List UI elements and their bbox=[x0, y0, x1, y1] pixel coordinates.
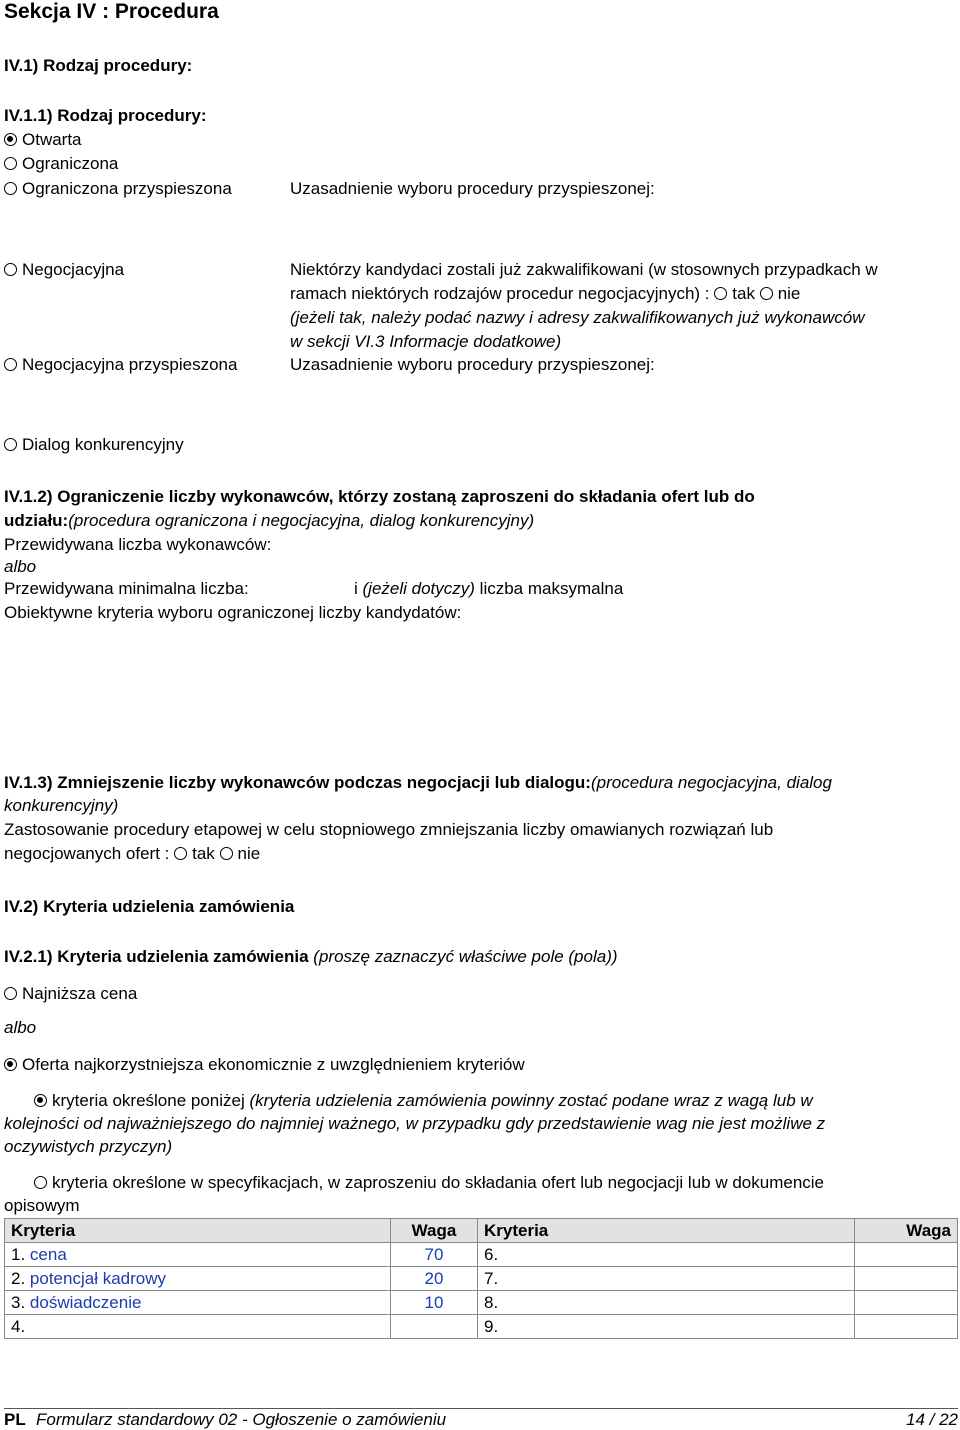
footer-page: 14 / 22 bbox=[906, 1410, 958, 1429]
candidates-note1: (jeżeli tak, należy podać nazwy i adresy zakwalifikowanych już wykonawców bbox=[290, 308, 865, 327]
iv12-title-line1: IV.1.2) Ograniczenie liczby wykonawców, którzy zostaną zaproszeni do składania ofert lub do bbox=[4, 487, 755, 506]
footer-lang: PL bbox=[4, 1410, 26, 1429]
iv13-text2: negocjowanych ofert : tak nie bbox=[4, 844, 261, 863]
option-lowest-price[interactable]: Najniższa cena bbox=[4, 984, 137, 1004]
option-criteria-below[interactable]: kryteria określone poniżej (kryteria udzielenia zamówienia powinny zostać podane wraz z wagą lub w bbox=[34, 1091, 813, 1111]
iv2-title: IV.2) Kryteria udzielenia zamówienia bbox=[4, 897, 295, 916]
table-row: 4. 9. bbox=[5, 1315, 958, 1339]
section-title: Sekcja IV : Procedura bbox=[4, 0, 219, 23]
iv12-title-line2: udziału:(procedura ograniczona i negocjacyjna, dialog konkurencyjny) bbox=[4, 511, 535, 530]
criteria-limited-label: Obiektywne kryteria wyboru ograniczonej liczby kandydatów: bbox=[4, 603, 462, 622]
criterion-weight: 20 bbox=[391, 1267, 478, 1291]
candidates-note2: w sekcji VI.3 Informacje dodatkowe) bbox=[290, 332, 562, 351]
max-count-label: i (jeżeli dotyczy) liczba maksymalna bbox=[354, 579, 624, 598]
or-label-2: albo bbox=[4, 1018, 37, 1037]
expected-count-label: Przewidywana liczba wykonawców: bbox=[4, 535, 272, 554]
table-row: 1. cena 70 6. bbox=[5, 1243, 958, 1267]
iv13-title-line2: konkurencyjny) bbox=[4, 796, 119, 815]
radio-empty-icon[interactable] bbox=[4, 263, 17, 276]
criteria-note2: kolejności od najważniejszego do najmniej ważnego, w przypadku gdy przedstawienie wag nie jest możliwe z bbox=[4, 1114, 826, 1133]
criterion-name: doświadczenie bbox=[29, 1293, 142, 1312]
candidates-line1: Niektórzy kandydaci zostali już zakwalifikowani (w stosownych przypadkach w bbox=[290, 260, 878, 279]
criteria-spec-line2: opisowym bbox=[4, 1196, 80, 1215]
or-label: albo bbox=[4, 557, 37, 576]
radio-empty-icon[interactable] bbox=[4, 182, 17, 195]
radio-checked-icon[interactable] bbox=[4, 133, 17, 146]
option-restricted-fast[interactable]: Ograniczona przyspieszona bbox=[4, 179, 232, 199]
col-weight: Waga bbox=[391, 1219, 478, 1243]
option-negotiated-fast[interactable]: Negocjacyjna przyspieszona bbox=[4, 355, 237, 375]
criterion-name: cena bbox=[29, 1245, 67, 1264]
iv13-text1: Zastosowanie procedury etapowej w celu stopniowego zmniejszania liczby omawianych rozwiązań lub bbox=[4, 820, 774, 839]
col-criteria-2: Kryteria bbox=[478, 1219, 855, 1243]
option-open[interactable]: Otwarta bbox=[4, 130, 82, 150]
radio-no-icon[interactable] bbox=[220, 847, 233, 860]
table-row: 2. potencjał kadrowy 20 7. bbox=[5, 1267, 958, 1291]
radio-yes-icon[interactable] bbox=[714, 287, 727, 300]
criterion-weight: 70 bbox=[391, 1243, 478, 1267]
iv13-title-line1: IV.1.3) Zmniejszenie liczby wykonawców podczas negocjacji lub dialogu:(procedura negocjacyjna, dialog bbox=[4, 773, 832, 792]
iv1-title: IV.1) Rodzaj procedury: bbox=[4, 56, 193, 75]
radio-checked-icon[interactable] bbox=[34, 1094, 47, 1107]
criteria-note3: oczywistych przyczyn) bbox=[4, 1137, 173, 1156]
option-negotiated[interactable]: Negocjacyjna bbox=[4, 260, 124, 280]
criterion-name: potencjał kadrowy bbox=[29, 1269, 166, 1288]
col-criteria: Kryteria bbox=[5, 1219, 391, 1243]
table-row: 3. doświadczenie 10 8. bbox=[5, 1291, 958, 1315]
criteria-table bbox=[4, 1218, 958, 1339]
radio-empty-icon[interactable] bbox=[34, 1176, 47, 1189]
min-count-label: Przewidywana minimalna liczba: bbox=[4, 579, 249, 598]
option-meat[interactable]: Oferta najkorzystniejsza ekonomicznie z uwzględnieniem kryteriów bbox=[4, 1055, 525, 1075]
criterion-weight: 10 bbox=[391, 1291, 478, 1315]
radio-checked-icon[interactable] bbox=[4, 1058, 17, 1071]
iv11-title: IV.1.1) Rodzaj procedury: bbox=[4, 106, 207, 125]
justification-label: Uzasadnienie wyboru procedury przyspieszonej: bbox=[290, 179, 655, 198]
option-dialog[interactable]: Dialog konkurencyjny bbox=[4, 435, 184, 455]
radio-no-icon[interactable] bbox=[760, 287, 773, 300]
table-header-row bbox=[5, 1219, 958, 1243]
page-footer bbox=[4, 1408, 958, 1429]
radio-empty-icon[interactable] bbox=[4, 987, 17, 1000]
option-restricted[interactable]: Ograniczona bbox=[4, 154, 118, 174]
radio-yes-icon[interactable] bbox=[174, 847, 187, 860]
radio-empty-icon[interactable] bbox=[4, 438, 17, 451]
option-criteria-spec[interactable]: kryteria określone w specyfikacjach, w zaproszeniu do składania ofert lub negocjacji lub w dokumencie bbox=[34, 1173, 824, 1193]
justification-label-2: Uzasadnienie wyboru procedury przyspieszonej: bbox=[290, 355, 655, 374]
radio-empty-icon[interactable] bbox=[4, 358, 17, 371]
candidates-line2: ramach niektórych rodzajów procedur negocjacyjnych) : tak nie bbox=[290, 284, 801, 303]
footer-form: Formularz standardowy 02 - Ogłoszenie o zamówieniu bbox=[36, 1410, 447, 1429]
col-weight-2: Waga bbox=[855, 1219, 958, 1243]
radio-empty-icon[interactable] bbox=[4, 157, 17, 170]
iv21-title: IV.2.1) Kryteria udzielenia zamówienia (proszę zaznaczyć właściwe pole (pola)) bbox=[4, 947, 618, 966]
